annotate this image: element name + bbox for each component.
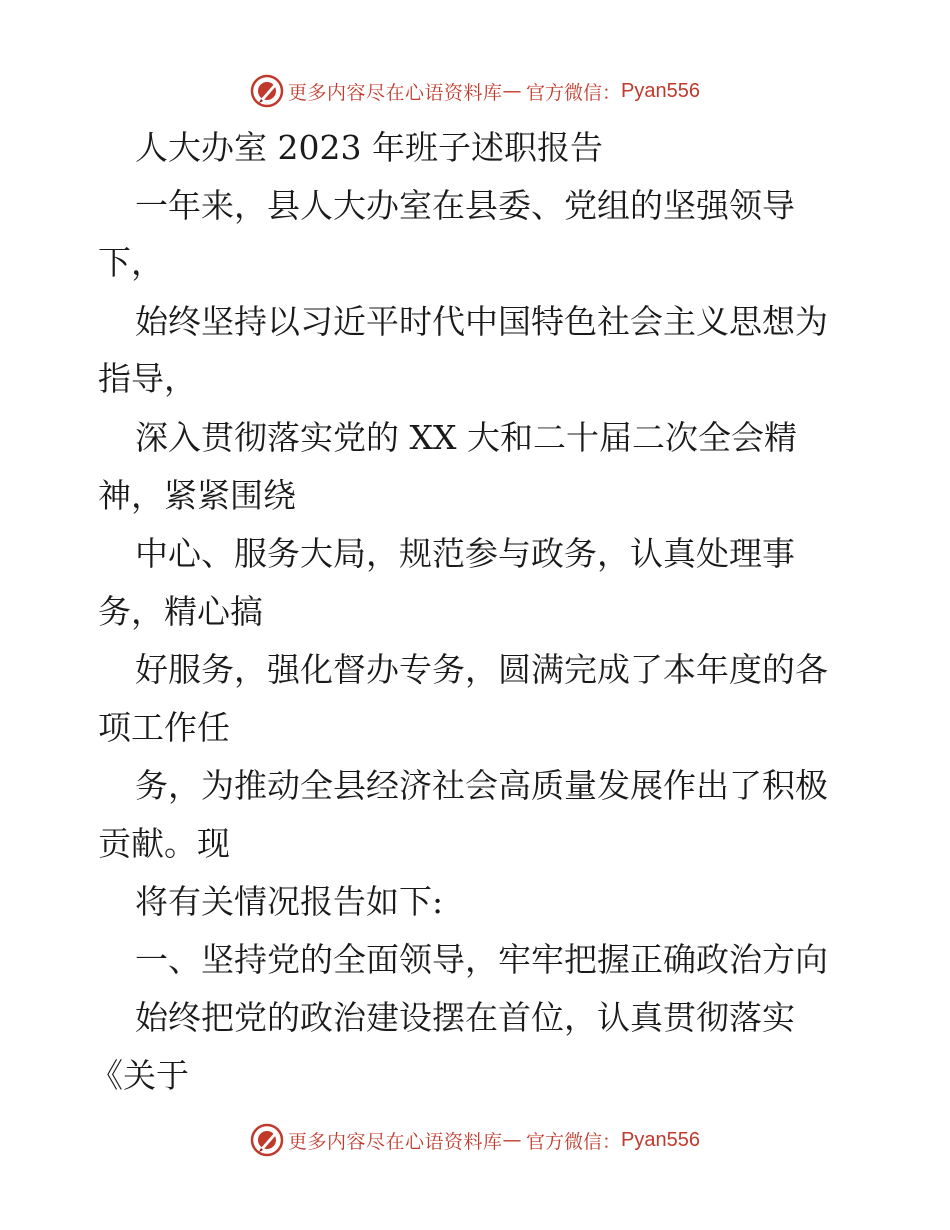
paragraph-line: 将有关情况报告如下: — [135, 882, 444, 921]
header-contact-label: 官方微信： — [526, 81, 622, 104]
paragraph-line: 始终坚持以习近平时代中国特色社会主义思想为 — [135, 302, 828, 341]
paragraph-line: 下， — [98, 243, 164, 282]
paragraph-line: 中心、服务大局，规范参与政务，认真处理事 — [135, 534, 795, 573]
paragraph-line: 深入贯彻落实党的 XX 大和二十届二次全会精 — [135, 418, 797, 457]
footer-dash: — — [502, 1129, 523, 1151]
pen-logo-icon — [250, 1123, 284, 1157]
footer-site-text: 更多内容尽在心语资料库 — [288, 1130, 503, 1153]
paragraph-line: 一年来，县人大办室在县委、党组的坚强领导 — [135, 186, 795, 225]
footer-banner[interactable] — [0, 1120, 950, 1160]
header-dash: — — [502, 80, 523, 102]
document-title: 人大办室 2023 年班子述职报告 — [135, 128, 603, 167]
paragraph-line: 神，紧紧围绕 — [98, 476, 296, 515]
header-contact-id: Pyan556 — [621, 79, 700, 102]
paragraph-line: 好服务，强化督办专务，圆满完成了本年度的各 — [135, 650, 828, 689]
paragraph-line: 贡献。现 — [98, 824, 230, 863]
paragraph-line: 务，精心搞 — [98, 592, 263, 631]
paragraph-line: 项工作任 — [98, 708, 230, 747]
paragraph-line: 指导， — [98, 359, 197, 398]
footer-contact-id: Pyan556 — [621, 1128, 700, 1151]
paragraph-line: 始终把党的政治建设摆在首位，认真贯彻落实 — [135, 998, 795, 1037]
footer-contact-label: 官方微信： — [526, 1130, 622, 1153]
section-heading: 一、坚持党的全面领导，牢牢把握正确政治方向 — [135, 940, 828, 979]
header-site-text: 更多内容尽在心语资料库 — [288, 81, 503, 104]
paragraph-line: 《关于 — [90, 1056, 189, 1095]
paragraph-line: 务，为推动全县经济社会高质量发展作出了积极 — [135, 766, 828, 805]
